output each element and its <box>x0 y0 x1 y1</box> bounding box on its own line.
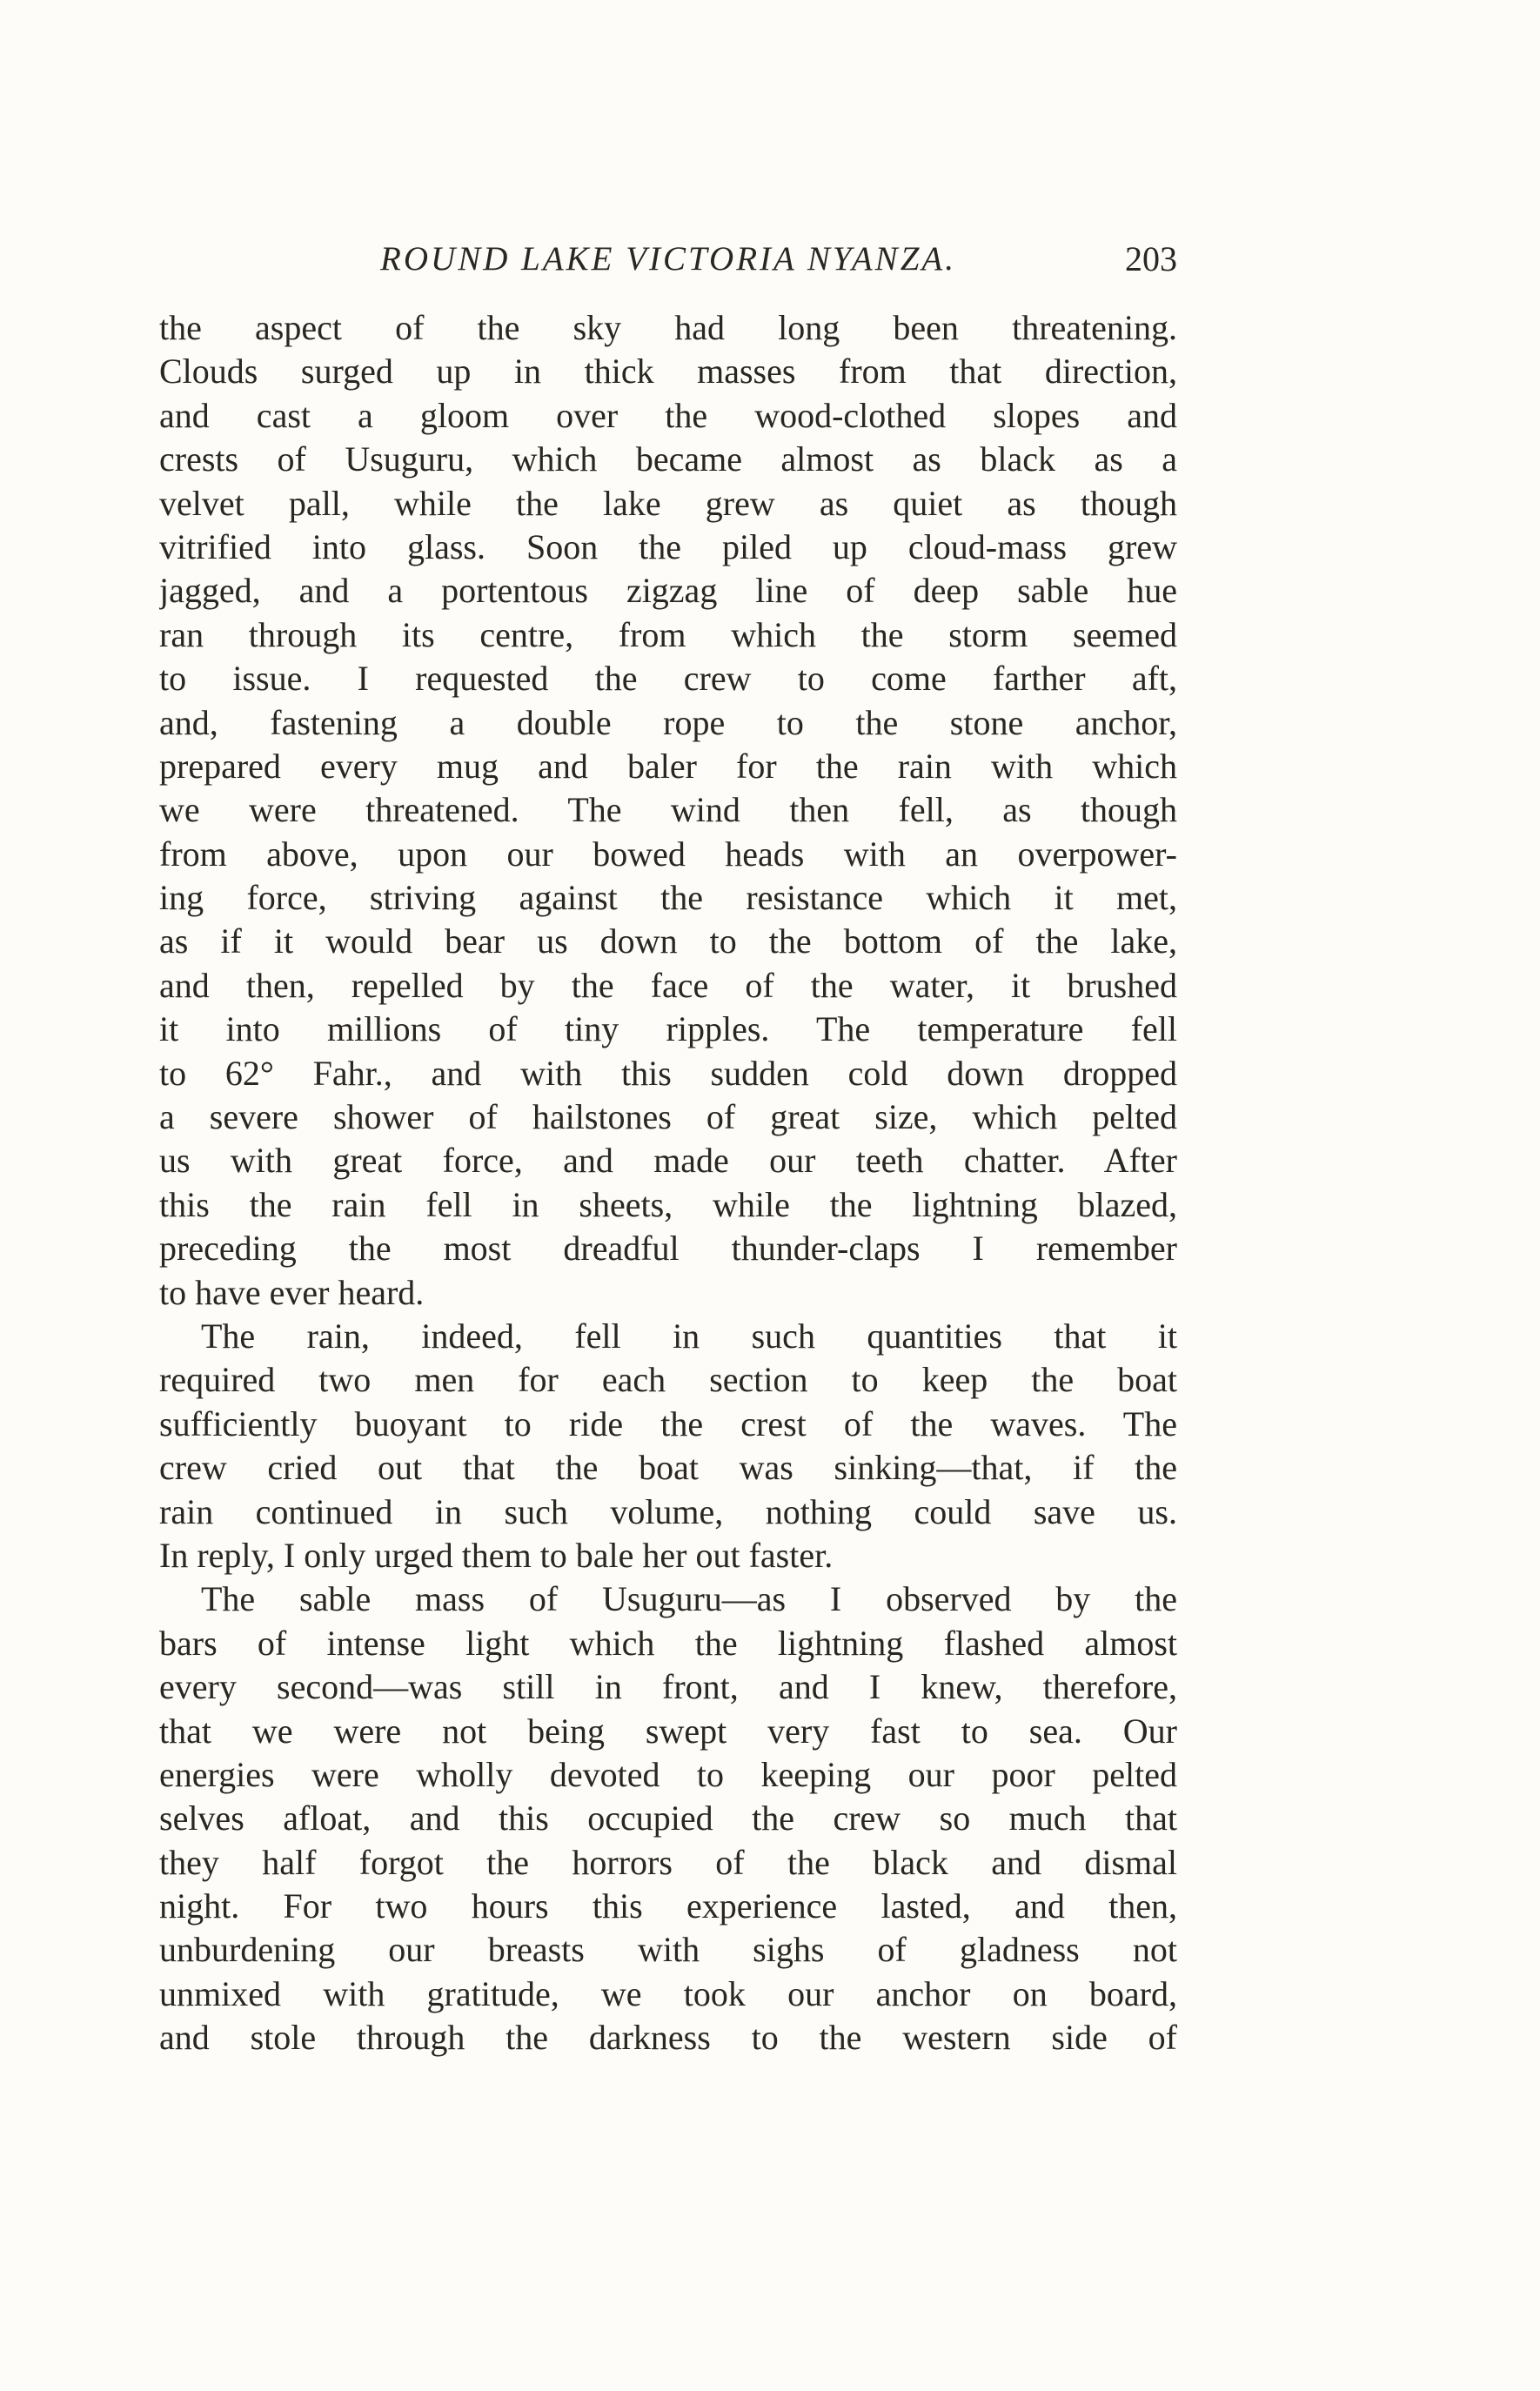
text-line: crew cried out that the boat was sinking—that, if the <box>159 1448 1177 1488</box>
text-line: the aspect of the sky had long been threatening. <box>159 308 1177 347</box>
body-text <box>159 306 1177 2060</box>
text-line: that we were not being swept very fast to sea. Our <box>159 1711 1177 1751</box>
text-line: ran through its centre, from which the storm seemed <box>159 614 1177 654</box>
text-line: unburdening our breasts with sighs of gladness not <box>159 1930 1177 1970</box>
text-line: it into millions of tiny ripples. The temperature fell <box>159 1009 1177 1049</box>
text-line: us with great force, and made our teeth chatter. After <box>159 1141 1177 1181</box>
paragraph-start-line: The sable mass of Usuguru—as I observed by the <box>201 1579 1177 1619</box>
text-line: bars of intense light which the lightning flashed almost <box>159 1623 1177 1663</box>
text-line: crests of Usuguru, which became almost as black as a <box>159 439 1177 479</box>
text-line: sufficiently buoyant to ride the crest of the waves. The <box>159 1403 1177 1443</box>
running-title: ROUND LAKE VICTORIA NYANZA. <box>380 240 956 278</box>
text-line: as if it would bear us down to the bottom of the lake, <box>159 921 1177 961</box>
text-line: Clouds surged up in thick masses from that direction, <box>159 352 1177 392</box>
text-line: vitrified into glass. Soon the piled up cloud-mass grew <box>159 526 1177 566</box>
text-line: jagged, and a portentous zigzag line of deep sable hue <box>159 571 1177 611</box>
text-line: to 62° Fahr., and with this sudden cold down dropped <box>159 1053 1177 1093</box>
text-line: and then, repelled by the face of the water, it brushed <box>159 965 1177 1005</box>
text-line: and, fastening a double rope to the stone anchor, <box>159 702 1177 742</box>
text-line: ing force, striving against the resistance which it met, <box>159 878 1177 918</box>
text-line: and stole through the darkness to the western side of <box>159 2018 1177 2058</box>
text-line: preceding the most dreadful thunder-claps I remember <box>159 1229 1177 1269</box>
text-line: prepared every mug and baler for the rain with which <box>159 746 1177 786</box>
text-line: night. For two hours this experience lasted, and then, <box>159 1886 1177 1926</box>
text-line: every second—was still in front, and I knew, therefore, <box>159 1667 1177 1707</box>
text-line: from above, upon our bowed heads with an overpower- <box>159 834 1177 874</box>
text-line: unmixed with gratitude, we took our anchor on board, <box>159 1973 1177 2013</box>
text-line: we were threatened. The wind then fell, as though <box>159 790 1177 830</box>
text-line: to issue. I requested the crew to come farther aft, <box>159 659 1177 699</box>
text-line: rain continued in such volume, nothing could save us. <box>159 1491 1177 1531</box>
paragraph-start-line: The rain, indeed, fell in such quantities that it <box>201 1316 1177 1356</box>
text-line: selves afloat, and this occupied the crew so much that <box>159 1798 1177 1838</box>
page-number: 203 <box>1125 239 1177 278</box>
paragraph-end-line: In reply, I only urged them to bale her out faster. <box>159 1535 834 1575</box>
text-line: they half forgot the horrors of the black and dismal <box>159 1842 1177 1882</box>
running-head <box>159 233 1177 285</box>
paragraph-end-line: to have ever heard. <box>159 1272 425 1312</box>
text-line: and cast a gloom over the wood-clothed slopes and <box>159 395 1177 435</box>
text-line: energies were wholly devoted to keeping our poor pelted <box>159 1754 1177 1794</box>
text-line: velvet pall, while the lake grew as quiet as though <box>159 483 1177 523</box>
text-line: a severe shower of hailstones of great size, which pelted <box>159 1097 1177 1137</box>
text-line: required two men for each section to keep the boat <box>159 1360 1177 1400</box>
text-line: this the rain fell in sheets, while the lightning blazed, <box>159 1184 1177 1224</box>
